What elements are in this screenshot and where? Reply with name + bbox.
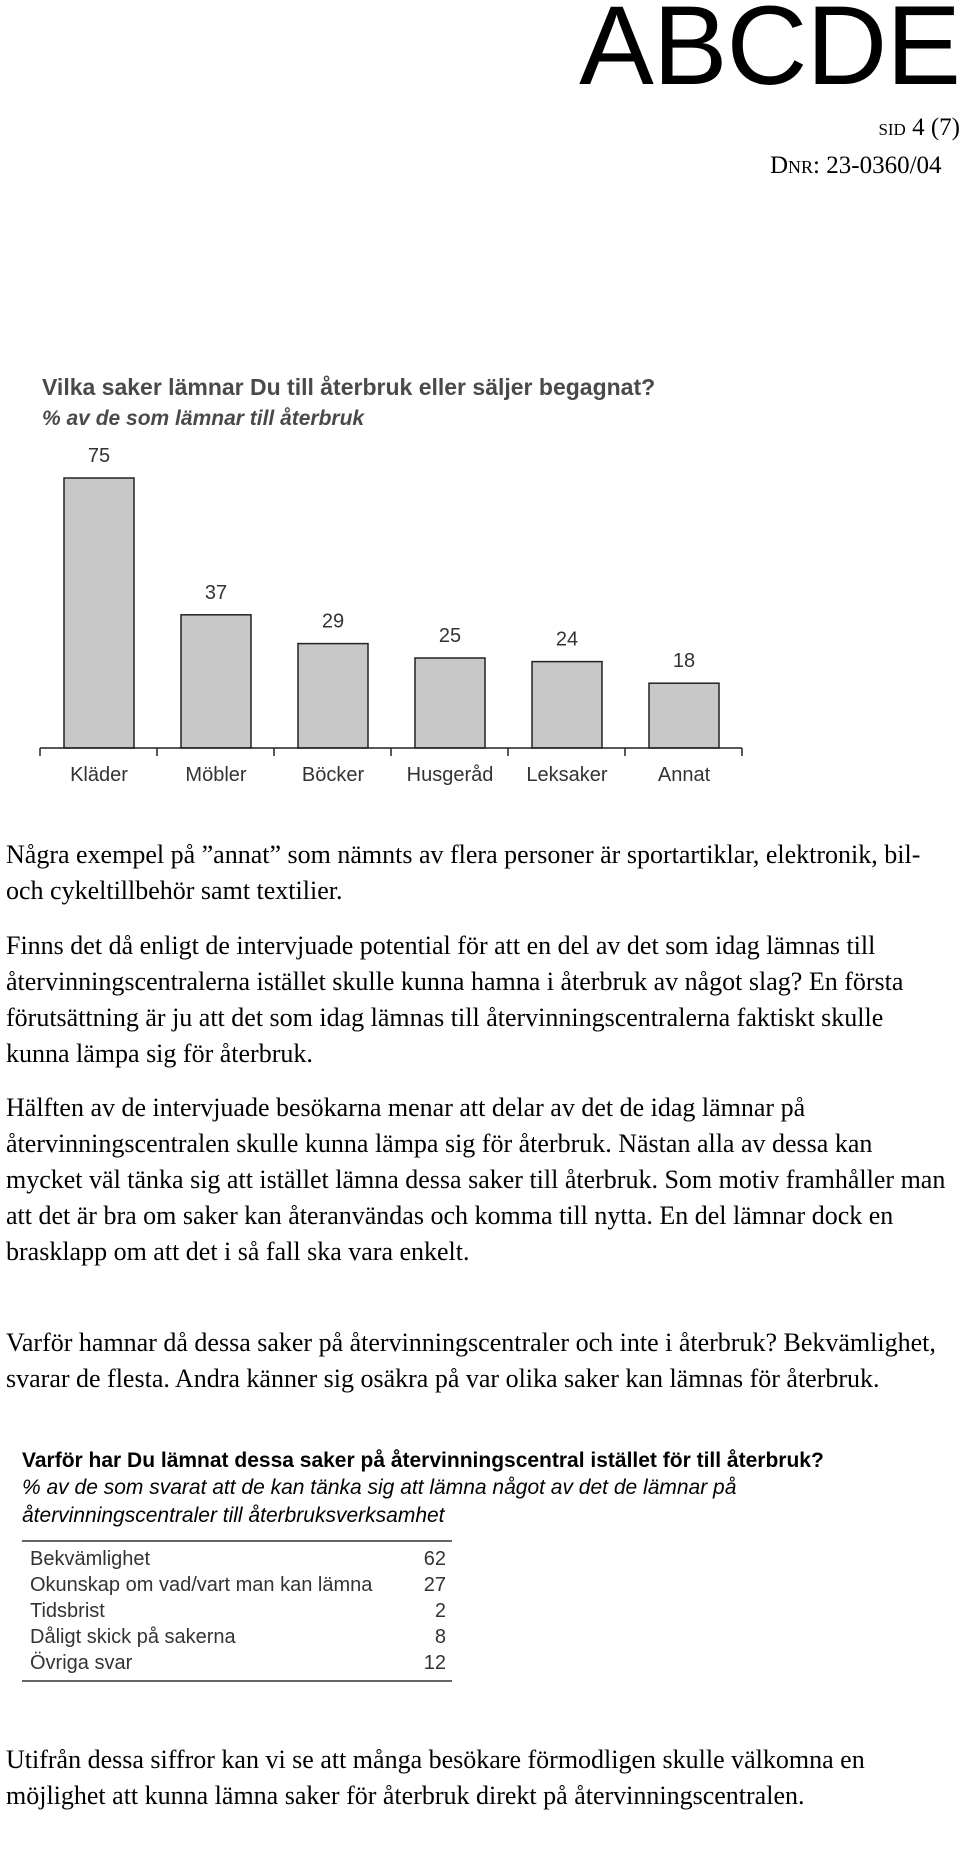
table-row [22, 1624, 452, 1650]
table-row [22, 1598, 452, 1624]
data-label: 75 [87, 445, 111, 467]
row-value: 8 [434, 1626, 446, 1648]
data-label: 37 [204, 581, 228, 604]
data-label: 18 [672, 650, 696, 673]
table-row [22, 1650, 452, 1676]
table-row [22, 1546, 452, 1572]
bar [649, 683, 719, 748]
chart-subtitle: % av de som lämnar till återbruk [42, 407, 365, 430]
data-label: 29 [321, 610, 345, 633]
paragraph-annat-examples: Några exempel på ”annat” som nämnts av flera personer är sportartiklar, elektronik, bil- och cykeltillbehör samt textilier. [6, 840, 921, 905]
row-label: Dåligt skick på sakerna [30, 1626, 236, 1648]
brand-logo: ABCDE [579, 0, 960, 108]
bar-chart [0, 355, 930, 805]
chart-title: Vilka saker lämnar Du till återbruk eller säljer begagnat? [42, 374, 656, 400]
reasons-table [22, 1540, 452, 1682]
table-heading-block [22, 1448, 952, 1530]
category-label: Husgeråd [406, 764, 494, 786]
category-label: Leksaker [526, 764, 608, 786]
row-label: Okunskap om vad/vart man kan lämna [30, 1574, 373, 1596]
row-label: Tidsbrist [30, 1600, 105, 1622]
document-number: Dnr: 23-0360/04 [770, 152, 942, 179]
table-subtitle: % av de som svarat att de kan tänka sig att lämna något av det de lämnar på återvinningscentraler till återbruksverksamhet [22, 1476, 737, 1527]
bar [298, 644, 368, 748]
data-label: 24 [555, 628, 579, 651]
paragraph-potential: Finns det då enligt de intervjuade potential för att en del av det som idag lämnas till återvinningscentralerna istället skulle kunna hamna i återbruk av något slag? En första förutsättning är ju att det som idag lämnas till återvinningscentralerna faktiskt skulle kunna lämpa sig för återbruk. [6, 931, 904, 1068]
row-value: 12 [423, 1652, 446, 1674]
row-value: 27 [423, 1574, 446, 1596]
paragraph-half-of-visitors: Hälften av de intervjuade besökarna menar att delar av det de idag lämnar på återvinningscentralen skulle kunna lämpa sig för återbruk. Nästan alla av dessa kan mycket väl tänka sig att istället lämna dessa saker till återbruk. Som motiv framhåller man att det är bra om saker kan återanvändas och komma till nytta. En del lämnar dock en brasklapp om att det i så fall ska vara enkelt. [6, 1093, 946, 1266]
row-value: 2 [434, 1600, 446, 1622]
data-label: 25 [438, 625, 462, 647]
bar [415, 658, 485, 748]
bar [532, 662, 602, 748]
row-label: Övriga svar [30, 1652, 133, 1674]
paragraph-conclusion: Utifrån dessa siffror kan vi se att många besökare förmodligen skulle välkomna en möjlighet att kunna lämna saker för återbruk direkt på återvinningscentralen. [6, 1745, 865, 1810]
category-label: Möbler [185, 764, 247, 786]
page-label: sid [878, 115, 906, 141]
paragraph-why: Varför hamnar då dessa saker på återvinningscentraler och inte i återbruk? Bekvämlighet, svarar de flesta. Andra känner sig osäkra på var olika saker kan lämnas för återbruk. [6, 1328, 936, 1393]
page-number-value: 4 (7) [912, 114, 960, 141]
table-row [22, 1572, 452, 1598]
bar [181, 615, 251, 748]
category-label: Böcker [301, 764, 365, 786]
bar-chart-svg [0, 355, 930, 805]
table-title: Varför har Du lämnat dessa saker på återvinningscentral istället för till återbruk? [22, 1449, 824, 1472]
row-value: 62 [423, 1548, 446, 1570]
category-label: Annat [657, 764, 711, 786]
page-number [878, 114, 960, 142]
bar [64, 478, 134, 748]
category-label: Kläder [70, 764, 128, 786]
row-label: Bekvämlighet [30, 1548, 151, 1570]
